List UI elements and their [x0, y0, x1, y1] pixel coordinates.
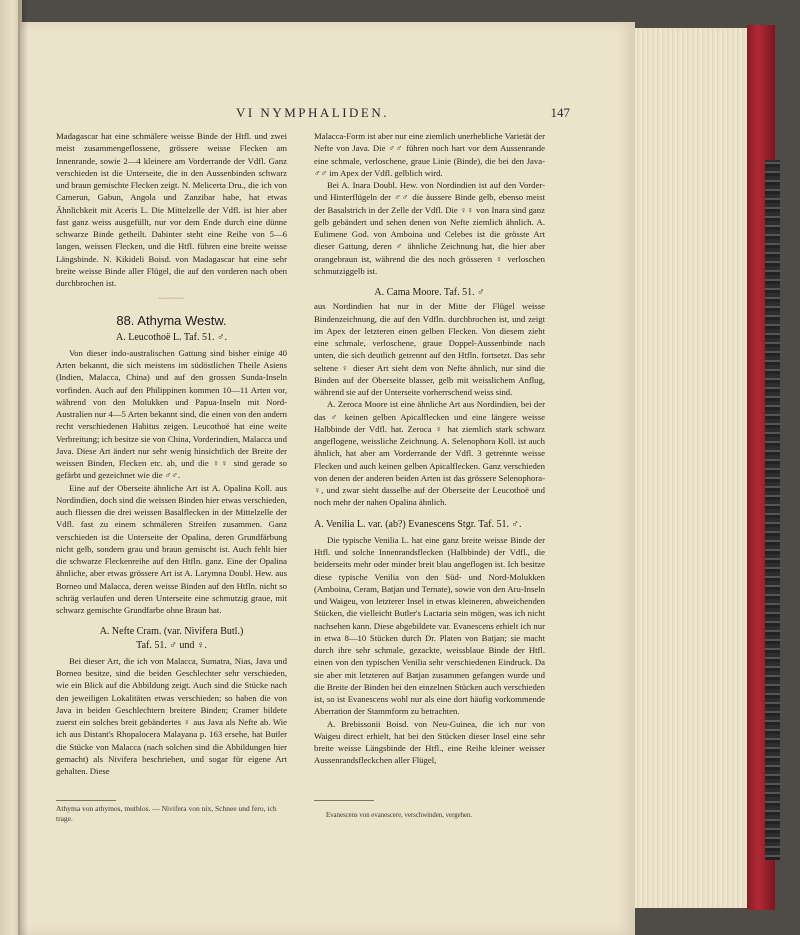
- paragraph: Bei dieser Art, die ich von Malacca, Sumatra, Nias, Java und Borneo besitze, sind die beiden Geschlechter sehr verschieden, wie ein Blick auf die Abbildung zeigt. Auch sind die Stücke nach den jeweiligen Lokalitäten etwas verschieden; so haben die von Java in beiden Geschlechtern breitere Binden; Cramer bildete zuerst ein solches breit gebändertes ♀ aus Java als Nefte ab. Wie ich aus Distant's Rhopalocera Malayana p. 163 ersehe, hat Butler die Stücke von Malacca (nach solchen sind die Abbildungen hier gemacht) als Nivifera beschrieben, und sogar für eigene Art gehalten. Diese: [56, 655, 287, 776]
- paragraph: Malacca-Form ist aber nur eine ziemlich unerhebliche Varietät der Nefte von Java. Die ♂♂ führen noch hart vor dem Aussenrande eine schmale, verloschene, graue Linie (Binde), die bei den Java-♂♂ im Apex der Vdfl. gelblich wird.: [314, 131, 545, 178]
- paragraph: A. Zeroca Moore ist eine ähnliche Art aus Nordindien, bei der das ♂ keinen gelben Apicalflecken und eine längere weisse Halbbinde der Vdfl. hat. Zeroca ♀ hat ziemlich stark schwarz angeflogene, weissliche Zeichnung. A. Selenophora Koll. ist auch ähnlich, hat aber am Vorderrande der Vdfl. 3 getrennte weisse Flecken und auch keinen gelben Apicalflecken. Ganz verschieden von denen der anderen beiden Arten ist das grössere Selenophora-♀, und zwar sieht dasselbe auf der Oberseite der Leucothoë und noch mehr der nahen Opalina ähnlich.: [314, 399, 545, 508]
- species-heading: A. Leucothoë L. Taf. 51. ♂.: [115, 331, 228, 343]
- right-column: [314, 130, 545, 767]
- divider: ~~~~~~: [158, 294, 185, 304]
- paragraph: aus Nordindien hat nur in der Mitte der Flügel weisse Bindenzeichnung, die auf den Vdfln. durchbrochen ist, und zeigt im Apex der letzteren einen gelben Flecken. Von diesem zieht eine schmale, verloschene, graue Doppel-Aussenbinde nach unten, die sich deutlich getrennt auf den Htfln. fortsetzt. Das sehr seltene ♀ dieser Art sieht dem von Nefte ähnlich, nur sind die Binden auf der Oberseite blasser, gelb mit weisslichem Anflug, während sie auf der Unterseite vorherrschend weiss sind.: [314, 301, 545, 397]
- paragraph: A. Brebissonii Boisd. von Neu-Guinea, die ich nur von Waigeu direct erhielt, hat bei den Stücken dieser Insel eine sehr breite weisse Längsbinde der Htfl., eine Reihe kleiner weisser Aussenrandsfleckchen aller Flügel,: [314, 718, 545, 766]
- paragraph: Eine auf der Oberseite ähnliche Art ist A. Opalina Koll. aus Nordindien, doch sind die weissen Binden hier etwas verschieden, auch fliessen die drei weissen Basalflecken in der Mittelzelle der Vdfl. fast zu einem schmäleren Streifen zusammen. Ganz verschieden ist die Unterseite der Opalina, deren Grundfärbung nicht gelb, sondern grau und braun gemischt ist. Auch fehlt hier die schwarze Fleckenreihe auf den Htfln. ganz. Eine der Opalina ähnliche, aber etwas grössere Art ist A. Larymna Doubl. Hew. aus Borneo und Malacca, deren weisse Binden auf den Htfln. nicht so schräg verlaufen und deren Unterseite eine schmutzig graue, mit schwarz gemischte Grundfarbe ohne Braun hat.: [56, 482, 287, 615]
- footnote: Evanescens von evanescere, verschwinden, vergehen.: [326, 812, 473, 819]
- species-heading: A. Cama Moore. Taf. 51. ♂: [374, 287, 485, 298]
- species-heading: A. Venilia L. var. (ab?) Evanescens Stgr. Taf. 51. ♂.: [314, 518, 522, 530]
- running-header: [55, 103, 570, 127]
- species-heading-plate: Taf. 51. ♂ und ♀.: [136, 639, 207, 651]
- footnote-rule: [314, 800, 374, 801]
- paragraph: Von dieser indo-australischen Gattung sind bisher einige 40 Arten bekannt, die sich meistens im südöstlichen Theile Asiens (Indien, Malacca, China) und auf den grossen Sunda-Inseln vorfinden. Auch auf den Philippinen kommen 10—11 Arten vor, während von den Molukken und Papua-Inseln mit Nord-Australien nur 4—5 Arten bekannt sind, die einen von den andern recht verschiedenen Habitus zeigen. Leucothoë hat eine weite Verbreitung; ich besitze sie von China, Vorderindien, Malacca und Java. Diese Art ändert nur sehr wenig hinsichtlich der Breite der weissen Binden, Flecken etc. ab, und die ♀♀ sind gerade so gefärbt und gezeichnet wie die ♂♂.: [56, 347, 287, 481]
- paragraph: Madagascar hat eine schmälere weisse Binde der Htfl. und zwei meist zusammengeflossene, grössere weisse Flecken am Innenrande, sowie 2—4 kleinere am Vorderrande der Vdfl. Ganz verschieden ist die Unterseite, die in den Aussenbinden schwarz und braun gemischte Flecken zeigt. N. Melicerta Dru., die ich von Camerun, Gabun, Angola und Zanzibar habe, hat etwas Ähnlichkeit mit Aceris L. Die Mittelzelle der Vdfl. ist hier aber fast ganz weiss ausgefüllt, nur vor dem Ende durch eine dünne schwarze Binde getheilt. Dahinter steht eine Reihe von 5—6 langen, weissen Flecken, und die Htfl. führen eine breite weisse Längsbinde. N. Kikideli Boisd. von Madagascar hat eine sehr breite weisse Binde aller Flügel, die auf den vorderen nach oben durchbrochen ist.: [56, 131, 287, 288]
- page-title: VI NYMPHALIDEN.: [235, 105, 390, 120]
- paragraph: Bei A. Inara Doubl. Hew. von Nordindien ist auf den Vorder- und Hinterflügeln der ♂♂ die äussere Binde gelb, ebenso meist der Basalstrich in der Zelle der Vdfl. Die ♀♀ von Inara sind ganz gelb gebändert und sehen denen von Nefte ziemlich ähnlich. A. Eulimene God. von Amboina und Celebes ist die grösste Art dieser Gattung, deren ♂ ähnliche Zeichnung hat, die hier aber orangebraun ist, während die des noch grösseren ♀ verloschen schmutziggelb ist.: [314, 180, 545, 276]
- page-number: 147: [550, 105, 570, 120]
- section-heading: 88. Athyma Westw.: [116, 313, 227, 329]
- page-stack-edge: [635, 28, 747, 908]
- cover-spine-pattern: [765, 160, 780, 860]
- gutter-shadow: [18, 0, 28, 935]
- footnote-rule: [56, 800, 116, 801]
- left-column: [56, 130, 287, 777]
- footnote: Athyma von athymos, mutblos. — Nivifera von nix, Schnee und fero, ich trage.: [56, 804, 277, 823]
- paragraph: Die typische Venilia L. hat eine ganz breite weisse Binde der Htfl. und solche Innenrandsflecken (Halbbinde) der Vdfl., die beiderseits mehr oder minder breit blau angeflogen ist. Ich besitze diese typische Venilia von den Süd- und Nord-Molukken (Amboina, Ceram, Batjan und Ternate), sowie von den Aru-Inseln und Waigeu, von letzterer Insel in etwas kleineren, abweichenden Stücken, die vielleicht Butler's Lactaria sein mögen, was ich nicht nachsehen kann. Diese abgebildete var. Evanescens erhielt ich nur in etwa 8—10 Stücken durch Dr. Platen von Batjan; sie macht durch ihre sehr schmale, gezackte, weissblaue Binde der Htfl. einen von den typischen Venilia sehr verschiedenen Eindruck. Da sie aber mit letzteren auf Batjan zusammen gefangen wurde und die Breite der Binden bei den einzelnen Stücken auch verschieden ist, so ist Evanescens wohl nur als eine dort häufig vorkommende Aberration der Stammform zu betrachten.: [314, 534, 545, 717]
- species-heading: A. Nefte Cram. (var. Nivifera Butl.): [99, 626, 244, 638]
